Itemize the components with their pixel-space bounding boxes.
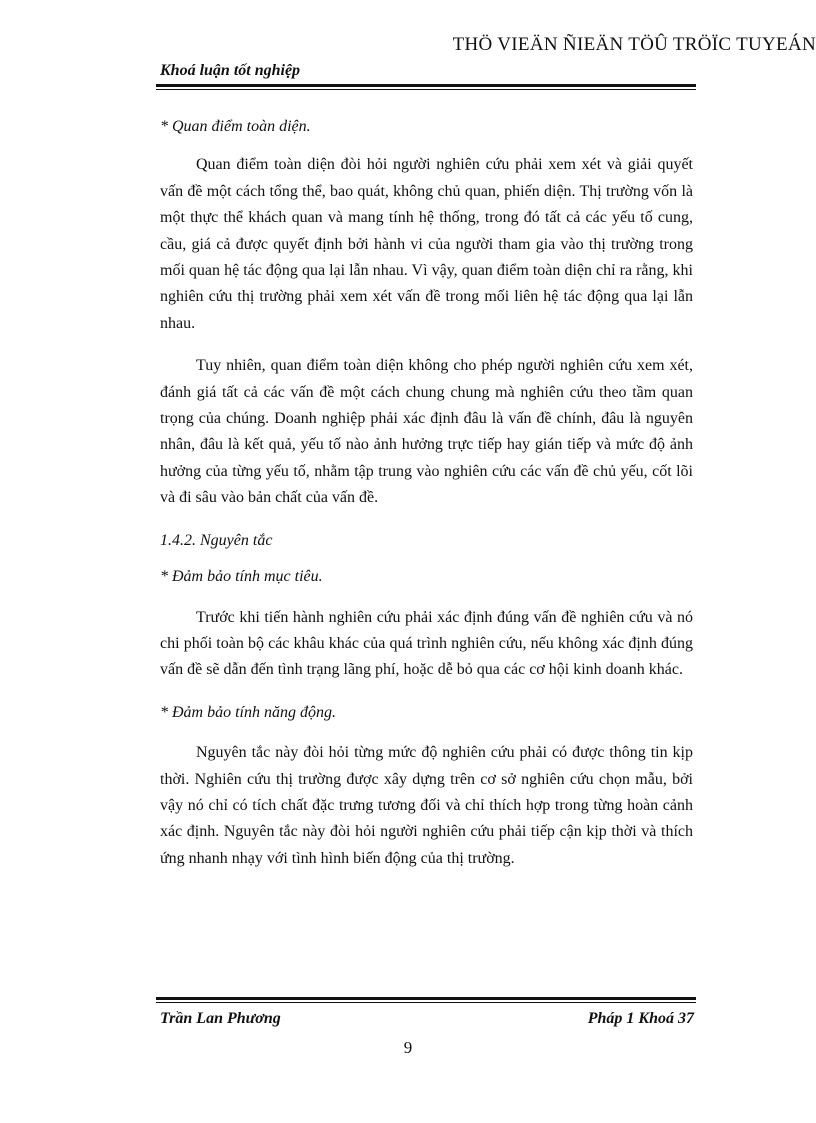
- section-heading: 1.4.2. Nguyên tắc: [160, 531, 273, 549]
- subheading-objective: * Đảm bảo tính mục tiêu.: [160, 568, 323, 586]
- page-number: 9: [403, 1038, 413, 1057]
- subheading-comprehensive-view: * Quan điểm toàn diện.: [160, 118, 311, 135]
- paragraph: Nguyên tắc này đòi hỏi từng mức độ nghiên cứu phải có được thông tin kịp thời. Nghiên cứu thị trường được xây dựng trên cơ sở nghiên cứu chọn mẫu, bởi vậy nó chỉ có tích chất đặc trưng tương đối và chỉ thích hợp trong từng hoàn cảnh xác định. Nguyên tắc này đòi hỏi người nghiên cứu phải tiếp cận kịp thời và thích ứng nhanh nhạy với tình hình biến động của thị trường.: [160, 744, 693, 867]
- paragraph: Trước khi tiến hành nghiên cứu phải xác định đúng vấn đề nghiên cứu và nó chi phối toàn bộ các khâu khác của quá trình nghiên cứu, nếu không xác định đúng vấn đề sẽ dẫn đến tình trạng lãng phí, hoặc dễ bỏ qua các cơ hội kinh doanh khác.: [160, 608, 693, 679]
- footer-author: Trần Lan Phương: [160, 1010, 281, 1027]
- paragraph: Tuy nhiên, quan điểm toàn diện không cho phép người nghiên cứu xem xét, đánh giá tất cả các vấn đề một cách chung chung mà nghiên cứu theo tầm quan trọng của chúng. Doanh nghiệp phải xác định đâu là vấn đề chính, đâu là nguyên nhân, đâu là kết quả, yếu tố nào ảnh hưởng trực tiếp hay gián tiếp và mức độ ảnh hưởng của từng yếu tố, nhằm tập trung vào nghiên cứu các vấn đề chủ yếu, cốt lõi và đi sâu vào bản chất của vấn đề.: [160, 357, 693, 507]
- footer-divider: [156, 997, 696, 1003]
- footer-class-info: Pháp 1 Khoá 37: [587, 1010, 694, 1027]
- paragraph: Quan điểm toàn diện đòi hỏi người nghiên cứu phải xem xét và giải quyết vấn đề một cách tổng thể, bao quát, không chủ quan, phiến diện. Thị trường vốn là một thực thể khách quan và mang tính hệ thống, trong đó tất cả các yếu tố cung, cầu, giá cả được quyết định bởi hành vi của người tham gia vào thị trường trong mối quan hệ tác động qua lại lẫn nhau. Vì vậy, quan điểm toàn diện chỉ ra rằng, khi nghiên cứu thị trường phải xem xét vấn đề trong mối liên hệ tác động qua lại lẫn nhau.: [160, 156, 693, 332]
- library-watermark: THÖ VIEÄN ÑIEÄN TÖÛ TRÖÏC TUYEÁN: [452, 34, 816, 55]
- document-body: [160, 114, 693, 888]
- subheading-dynamism: * Đảm bảo tính năng động.: [160, 703, 336, 721]
- header-title: Khoá luận tốt nghiệp: [160, 62, 301, 79]
- header-divider: [156, 84, 696, 90]
